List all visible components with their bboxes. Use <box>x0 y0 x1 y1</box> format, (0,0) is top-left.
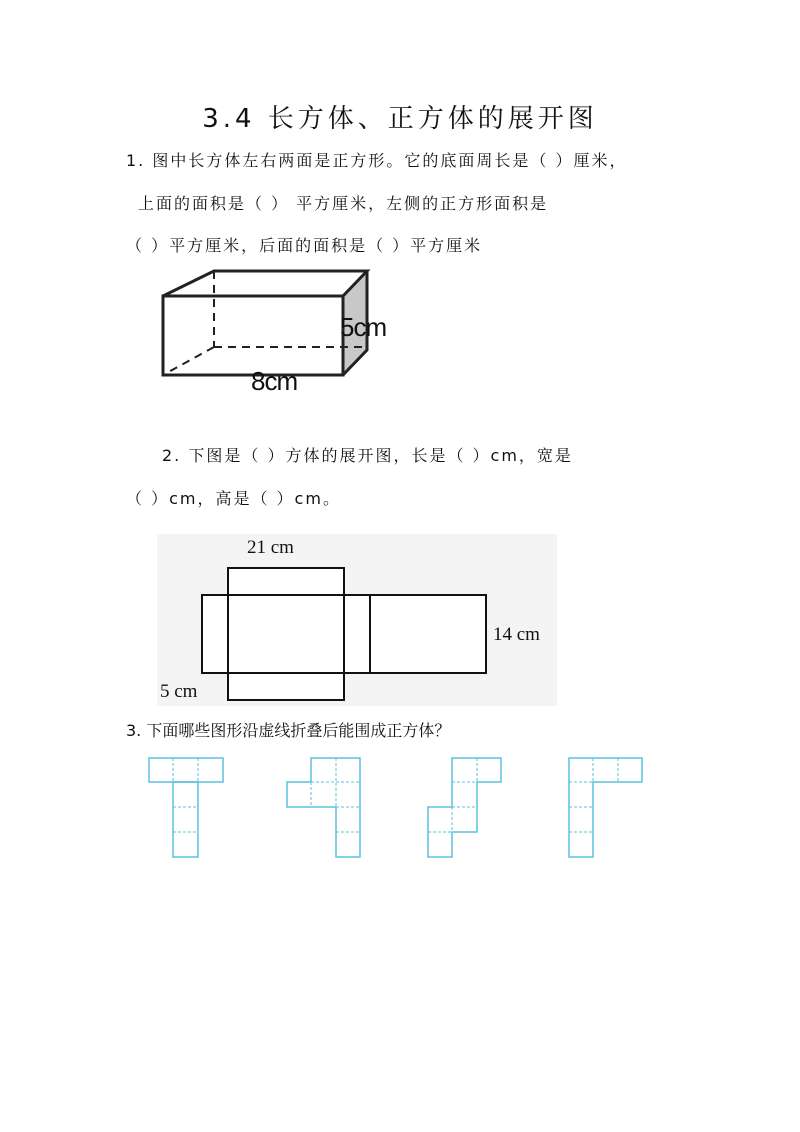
net-length-label: 21 cm <box>247 537 294 558</box>
question-2-line-1: 2. 下图是（ ）方体的展开图，长是（ ）cm，宽是 <box>162 446 573 465</box>
net-face-back <box>370 595 486 673</box>
cuboid-length-label: 8cm <box>251 366 298 396</box>
cube-net-a <box>148 757 224 858</box>
question-3-text: 3. 下面哪些图形沿虚线折叠后能围成正方体？ <box>126 721 451 740</box>
net-face-front <box>228 595 344 673</box>
question-1-line-2: 上面的面积是（ ） 平方厘米，左侧的正方形面积是 <box>138 194 549 213</box>
cube-net-d <box>568 757 644 858</box>
net-face-bottom <box>228 673 344 700</box>
cuboid-top-face <box>163 271 367 296</box>
cube-net-c <box>427 757 503 858</box>
net-width-label: 5 cm <box>160 681 198 702</box>
cuboid-height-label: 5cm <box>340 312 387 342</box>
question-2-line-2: （ ）cm，高是（ ）cm。 <box>126 489 341 508</box>
net-face-right <box>344 595 370 673</box>
net-height-label: 14 cm <box>493 624 540 645</box>
net-face-left <box>202 595 228 673</box>
net-face-top <box>228 568 344 595</box>
question-1-line-1: 1. 图中长方体左右两面是正方形。它的底面周长是（ ）厘米， <box>126 151 628 170</box>
page-title: 3.4 长方体、正方体的展开图 <box>202 104 598 134</box>
cube-net-b <box>286 757 362 858</box>
question-1-line-3: （ ）平方厘米，后面的面积是（ ）平方厘米 <box>126 236 483 255</box>
cuboid-front-face <box>163 296 343 375</box>
cuboid-net-figure <box>157 534 557 706</box>
